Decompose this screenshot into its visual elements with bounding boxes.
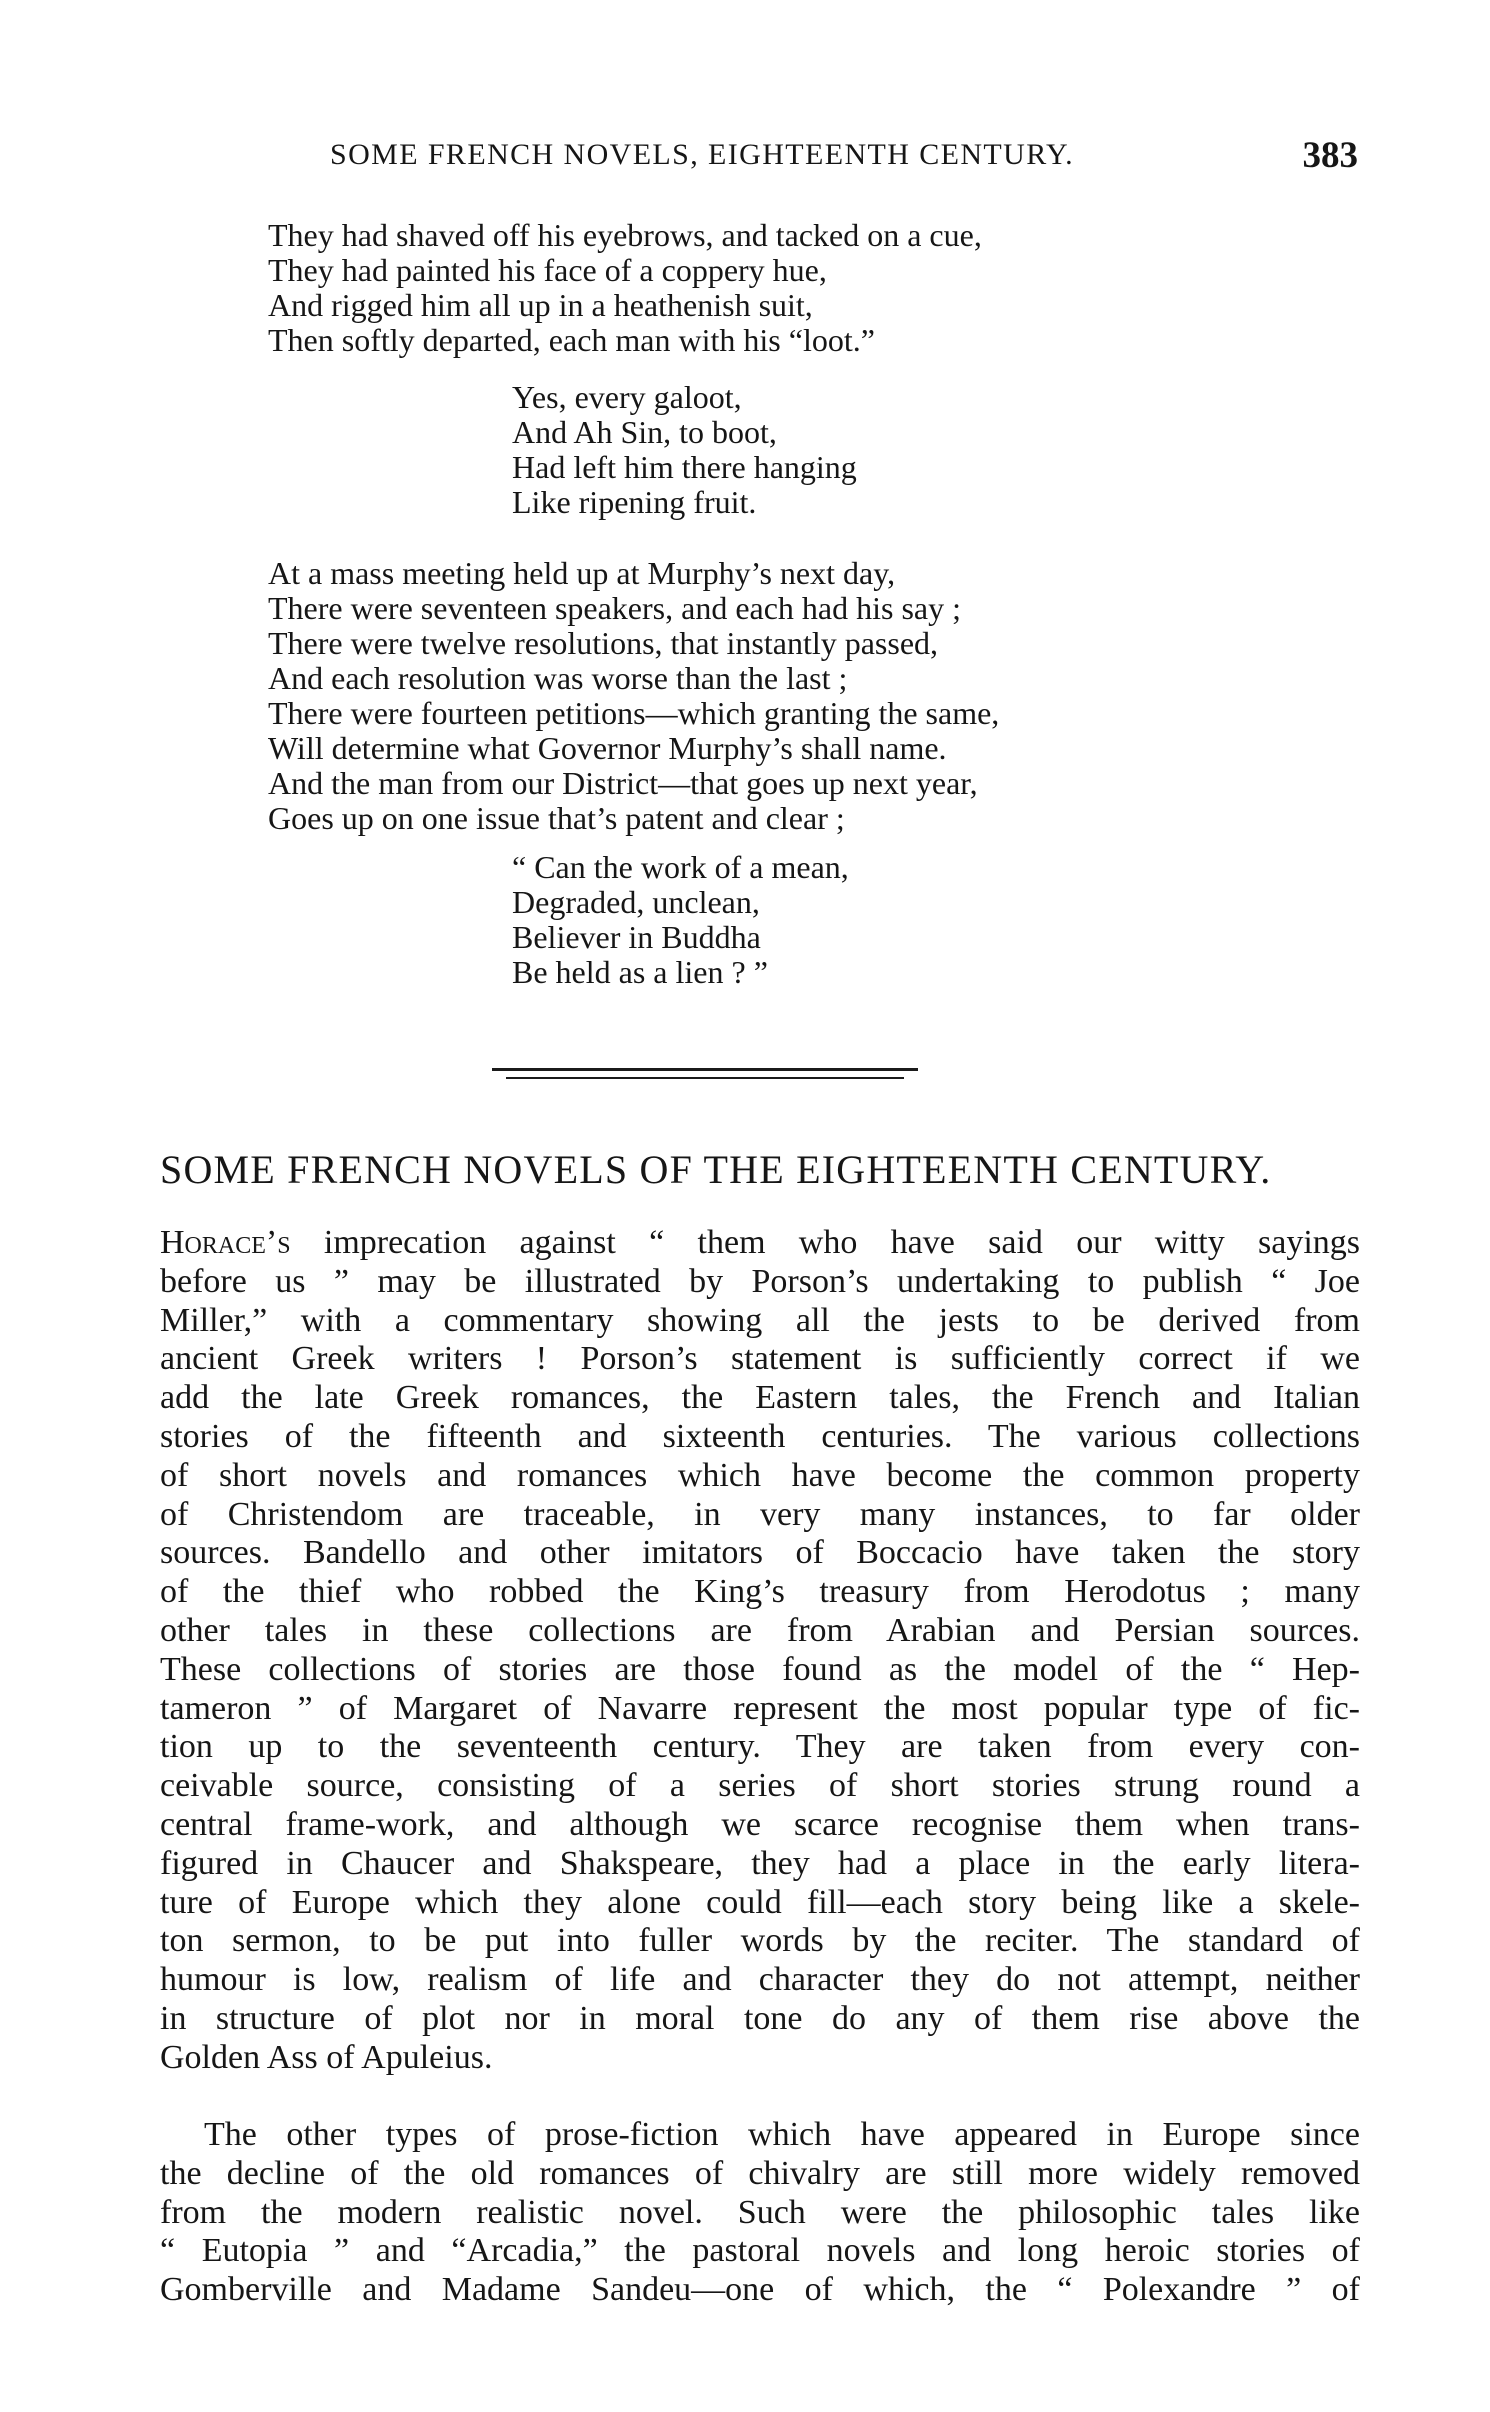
prose-line: ancient Greek writers ! Porson’s statement is sufficiently correct if we (160, 1340, 1360, 1378)
opening-word: Horace’s (160, 1224, 291, 1261)
prose-line: Gomberville and Madame Sandeu—one of which, the “ Polexandre ” of (160, 2271, 1360, 2309)
verse-line: “ Can the work of a mean, (512, 849, 849, 885)
prose-line: ture of Europe which they alone could fill—each story being like a skele- (160, 1883, 1360, 1921)
verse-line: Believer in Buddha (512, 919, 761, 955)
verse-line: Will determine what Governor Murphy’s shall name. (268, 730, 947, 766)
running-head (330, 135, 1370, 188)
verse-line: Be held as a lien ? ” (512, 954, 768, 990)
verse-line: Goes up on one issue that’s patent and clear ; (268, 800, 845, 836)
article-paragraph-1 (160, 1224, 1360, 2078)
prose-line: tion up to the seventeenth century. They are taken from every con- (160, 1728, 1360, 1766)
prose-line: of the thief who robbed the King’s treasury from Herodotus ; many (160, 1573, 1360, 1611)
prose-line: add the late Greek romances, the Eastern tales, the French and Italian (160, 1379, 1360, 1417)
prose-line: ceivable source, consisting of a series of short stories strung round a (160, 1767, 1360, 1805)
divider-line (506, 1077, 904, 1079)
prose-line: other tales in these collections are from Arabian and Persian sources. (160, 1611, 1360, 1649)
running-head-title: SOME FRENCH NOVELS, EIGHTEENTH CENTURY. (330, 138, 1075, 171)
prose-line: Miller,” with a commentary showing all the jests to be derived from (160, 1301, 1360, 1339)
prose-line (160, 1224, 1360, 1263)
verse-line: There were twelve resolutions, that instantly passed, (268, 625, 939, 661)
prose-line: central frame-work, and although we scarce recognise them when trans- (160, 1805, 1360, 1843)
divider-line (492, 1068, 918, 1071)
verse-line: They had painted his face of a coppery hue, (268, 252, 827, 288)
verse-line: And each resolution was worse than the last ; (268, 660, 848, 696)
verse-line: Degraded, unclean, (512, 884, 760, 920)
verse-line: Yes, every galoot, (512, 379, 742, 415)
article-paragraph-2 (160, 2116, 1360, 2310)
prose-line: the decline of the old romances of chivalry are still more widely removed (160, 2154, 1360, 2192)
poem-stanza-1 (268, 218, 982, 358)
verse-line: And the man from our District—that goes up next year, (268, 765, 978, 801)
prose-line-text: imprecation against “ them who have said our witty sayings (323, 1224, 1360, 1261)
verse-line: And Ah Sin, to boot, (512, 414, 777, 450)
prose-line: before us ” may be illustrated by Porson’s undertaking to publish “ Joe (160, 1262, 1360, 1300)
verse-line: Had left him there hanging (512, 449, 857, 485)
prose-line: stories of the fifteenth and sixteenth centuries. The various collections (160, 1417, 1360, 1455)
page-number: 383 (1302, 135, 1358, 176)
poem-refrain-1 (512, 380, 857, 520)
verse-line: There were fourteen petitions—which granting the same, (268, 695, 1000, 731)
prose-line: sources. Bandello and other imitators of Boccacio have taken the story (160, 1534, 1360, 1572)
prose-line: These collections of stories are those found as the model of the “ Hep- (160, 1650, 1360, 1688)
poem-refrain-2 (512, 850, 849, 990)
prose-line: The other types of prose-fiction which have appeared in Europe since (204, 2116, 1360, 2153)
prose-line: humour is low, realism of life and character they do not attempt, neither (160, 1961, 1360, 1999)
prose-line: “ Eutopia ” and “Arcadia,” the pastoral novels and long heroic stories of (160, 2232, 1360, 2270)
prose-line: tameron ” of Margaret of Navarre represent the most popular type of fic- (160, 1689, 1360, 1727)
prose-line: of Christendom are traceable, in very many instances, to far older (160, 1495, 1360, 1533)
verse-line: Then softly departed, each man with his “loot.” (268, 322, 875, 358)
prose-line: Golden Ass of Apuleius. (160, 2038, 493, 2076)
verse-line: There were seventeen speakers, and each had his say ; (268, 590, 962, 626)
prose-line: from the modern realistic novel. Such were the philosophic tales like (160, 2193, 1360, 2231)
article-title: SOME FRENCH NOVELS OF THE EIGHTEENTH CENTURY. (160, 1147, 1272, 1192)
section-divider-rule (492, 1068, 918, 1085)
verse-line: And rigged him all up in a heathenish suit, (268, 287, 813, 323)
prose-line: figured in Chaucer and Shakspeare, they had a place in the early litera- (160, 1844, 1360, 1882)
verse-line: Like ripening fruit. (512, 484, 757, 520)
verse-line: At a mass meeting held up at Murphy’s next day, (268, 555, 896, 591)
prose-line: in structure of plot nor in moral tone do any of them rise above the (160, 1999, 1360, 2037)
prose-line: ton sermon, to be put into fuller words by the reciter. The standard of (160, 1922, 1360, 1960)
prose-line: of short novels and romances which have become the common property (160, 1456, 1360, 1494)
verse-line: They had shaved off his eyebrows, and tacked on a cue, (268, 217, 982, 253)
poem-stanza-2 (268, 556, 999, 836)
